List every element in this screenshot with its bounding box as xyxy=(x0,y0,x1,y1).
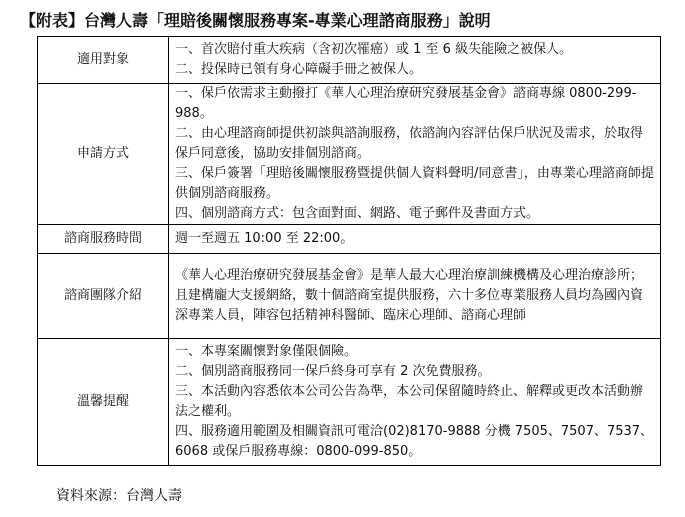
table-row xyxy=(38,254,661,339)
document-title: 【附表】台灣人壽「理賠後關懷服務專案-專業心理諮商服務」說明 xyxy=(20,11,491,30)
table-row xyxy=(38,225,661,254)
content-line: 四、個別諮商方式：包含面對面、網路、電子郵件及書面方式。 xyxy=(175,206,540,221)
content-line: 一、本專案關懷對象僅限個險。 xyxy=(175,344,358,359)
content-line: 一、保戶依需求主動撥打《華人心理治療研究發展基金會》諮商專線 0800-299-988。 xyxy=(175,86,637,121)
table-row xyxy=(38,339,661,466)
row-content xyxy=(169,254,661,339)
row-label: 諮商團隊介紹 xyxy=(38,254,169,339)
source-note: 資料來源：台灣人壽 xyxy=(56,488,182,504)
table-row xyxy=(38,84,661,225)
row-label: 申請方式 xyxy=(38,84,169,225)
row-label: 適用對象 xyxy=(38,37,169,84)
content-line: 《華人心理治療研究發展基金會》是華人最大心理治療訓練機構及心理治療診所；且建構龐大支援網絡，數十個諮商室提供服務，六十多位專業服務人員均為國內資深專業人員，陣容包括精神科醫師、臨床心理師、諮商心理師 xyxy=(175,268,644,323)
row-label: 諮商服務時間 xyxy=(38,225,169,254)
content-line: 二、由心理諮商師提供初談與諮詢服務，依諮詢內容評估保戶狀況及需求，於取得保戶同意後，協助安排個別諮商。 xyxy=(175,126,644,161)
content-line: 四、服務適用範圍及相關資訊可電洽(02)8170-9888 分機 7505、7507、7537、6068 或保戶服務專線：0800-099-850。 xyxy=(175,424,654,459)
content-line: 三、保戶簽署「理賠後關懷服務暨提供個人資料聲明/同意書」，由專業心理諮商師提供個別諮商服務。 xyxy=(175,166,654,201)
row-content xyxy=(169,339,661,466)
content-line: 一、首次賠付重大疾病（含初次罹癌）或 1 至 6 級失能險之被保人。 xyxy=(175,42,573,57)
table-row xyxy=(38,37,661,84)
row-content xyxy=(169,84,661,225)
info-table xyxy=(37,36,661,466)
content-line: 二、投保時已領有身心障礙手冊之被保人。 xyxy=(175,62,423,77)
row-content xyxy=(169,37,661,84)
row-content xyxy=(169,225,661,254)
content-line: 週一至週五 10:00 至 22:00。 xyxy=(175,231,354,246)
content-line: 三、本活動內容悉依本公司公告為準，本公司保留隨時終止、解釋或更改本活動辦法之權利。 xyxy=(175,384,644,419)
row-label: 溫馨提醒 xyxy=(38,339,169,466)
content-line: 二、個別諮商服務同一保戶終身可享有 2 次免費服務。 xyxy=(175,364,491,379)
